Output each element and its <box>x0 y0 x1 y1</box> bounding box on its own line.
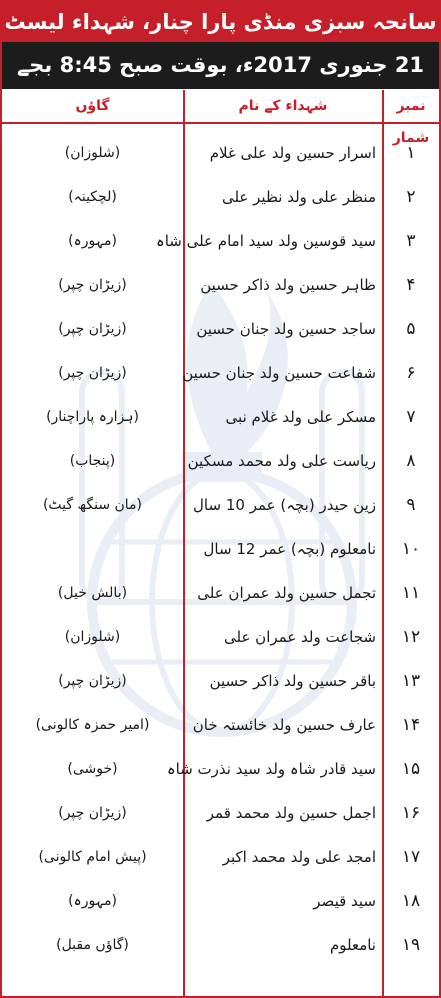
village-name: (زیڑان چپر) <box>58 365 127 381</box>
table-row <box>2 219 439 263</box>
header-divider <box>2 122 439 124</box>
village-name: (زیڑان چپر) <box>58 277 127 293</box>
row-number: ۱۰ <box>401 539 421 559</box>
village-name: (زیڑان چپر) <box>58 321 127 337</box>
village-name: (زیڑان چپر) <box>58 805 127 821</box>
village-name <box>2 527 183 571</box>
village-name: (شلوزان) <box>64 145 121 161</box>
table-row <box>2 131 439 175</box>
list-title: سانحہ سبزی منڈی پارا چنار، شہداء لیسٹ <box>2 2 439 42</box>
table-row <box>2 791 439 835</box>
martyr-name: ظاہر حسین ولد ذاکر حسین <box>200 276 376 294</box>
village-name: (پیش امام کالونی) <box>38 849 147 865</box>
village-name: (ہزارہ پاراچنار) <box>46 409 139 425</box>
row-number: ۱۹ <box>401 935 421 955</box>
village-name: (مہورہ) <box>68 233 117 249</box>
row-number: ۱۲ <box>401 627 421 647</box>
list-date-subtitle: 21 جنوری 2017ء، بوقت صبح 8:45 بجے <box>2 42 439 89</box>
village-name: (خوشی) <box>67 761 118 777</box>
row-number: ۱۶ <box>401 803 421 823</box>
table-row <box>2 395 439 439</box>
martyr-name: سید قوسین ولد سید امام علی شاہ <box>155 232 376 250</box>
martyr-name: زین حیدر (بچہ) عمر 10 سال <box>193 496 376 514</box>
table-row <box>2 923 439 967</box>
village-name: (لچکینہ) <box>68 189 117 205</box>
table-row <box>2 307 439 351</box>
table-row <box>2 571 439 615</box>
row-number: ۳ <box>406 231 416 251</box>
martyr-name: باقر حسین ولد ذاکر حسین <box>209 672 376 690</box>
table-row <box>2 263 439 307</box>
martyr-name: اسرار حسین ولد علی غلام <box>209 144 376 162</box>
row-number: ۴ <box>406 275 416 295</box>
row-number: ۲ <box>406 187 416 207</box>
row-number: ۷ <box>406 407 416 427</box>
table-row <box>2 835 439 879</box>
table-row <box>2 703 439 747</box>
table-row <box>2 879 439 923</box>
martyr-name: سید قیصر <box>313 892 376 910</box>
martyr-name: عارف حسین ولد خائستہ خان <box>192 716 376 734</box>
row-number: ۸ <box>406 451 416 471</box>
row-number: ۱۸ <box>401 891 421 911</box>
village-name: (گاؤں مقبل) <box>56 937 129 953</box>
row-number: ۱۳ <box>401 671 421 691</box>
martyr-name: نامعلوم <box>329 936 376 954</box>
village-name: (مان سنگھ گیٹ) <box>42 497 143 513</box>
martyr-name: ریاست علی ولد محمد مسکین <box>187 452 376 470</box>
martyr-name: اجمل حسین ولد محمد قمر <box>206 804 376 822</box>
table-row <box>2 439 439 483</box>
row-number: ۱۱ <box>401 583 421 603</box>
column-header-number: نمبر شمار <box>392 98 430 146</box>
row-number: ۹ <box>406 495 416 515</box>
martyr-name: ساجد حسین ولد جنان حسین <box>196 320 376 338</box>
village-name: (بالش خیل) <box>57 585 128 601</box>
table-row <box>2 527 439 571</box>
village-name: (پنجاب) <box>69 453 116 469</box>
table-row <box>2 175 439 219</box>
table-row <box>2 615 439 659</box>
column-header-village: گاؤں <box>75 98 110 114</box>
village-name: (شلوزان) <box>64 629 121 645</box>
row-number: ۵ <box>406 319 416 339</box>
row-number: ۱۷ <box>401 847 421 867</box>
table-row <box>2 659 439 703</box>
martyr-name: مسکر علی ولد غلام نبی <box>225 408 376 426</box>
martyr-name: نامعلوم (بچہ) عمر 12 سال <box>203 540 376 558</box>
table-row <box>2 351 439 395</box>
village-name: (زیڑان چپر) <box>58 673 127 689</box>
table-row <box>2 747 439 791</box>
table-row <box>2 483 439 527</box>
martyr-name: منظر علی ولد نظیر علی <box>221 188 376 206</box>
martyr-name: سید قادر شاہ ولد سید نذرت شاہ <box>166 760 376 778</box>
village-name: (امیر حمزہ کالونی) <box>35 717 150 733</box>
martyr-name: تجمل حسین ولد عمران علی <box>197 584 376 602</box>
row-number: ۱۴ <box>401 715 421 735</box>
village-name: (مہورہ) <box>68 893 117 909</box>
row-number: ۱۵ <box>401 759 421 779</box>
martyr-name: شجاعت ولد عمران علی <box>224 628 376 646</box>
martyr-name: امجد علی ولد محمد اکبر <box>222 848 376 866</box>
row-number: ۶ <box>406 363 416 383</box>
row-number: ۱ <box>406 143 416 163</box>
martyr-name: شفاعت حسین ولد جنان حسین <box>182 364 376 382</box>
column-header-name: شہداء کے نام <box>238 98 328 114</box>
